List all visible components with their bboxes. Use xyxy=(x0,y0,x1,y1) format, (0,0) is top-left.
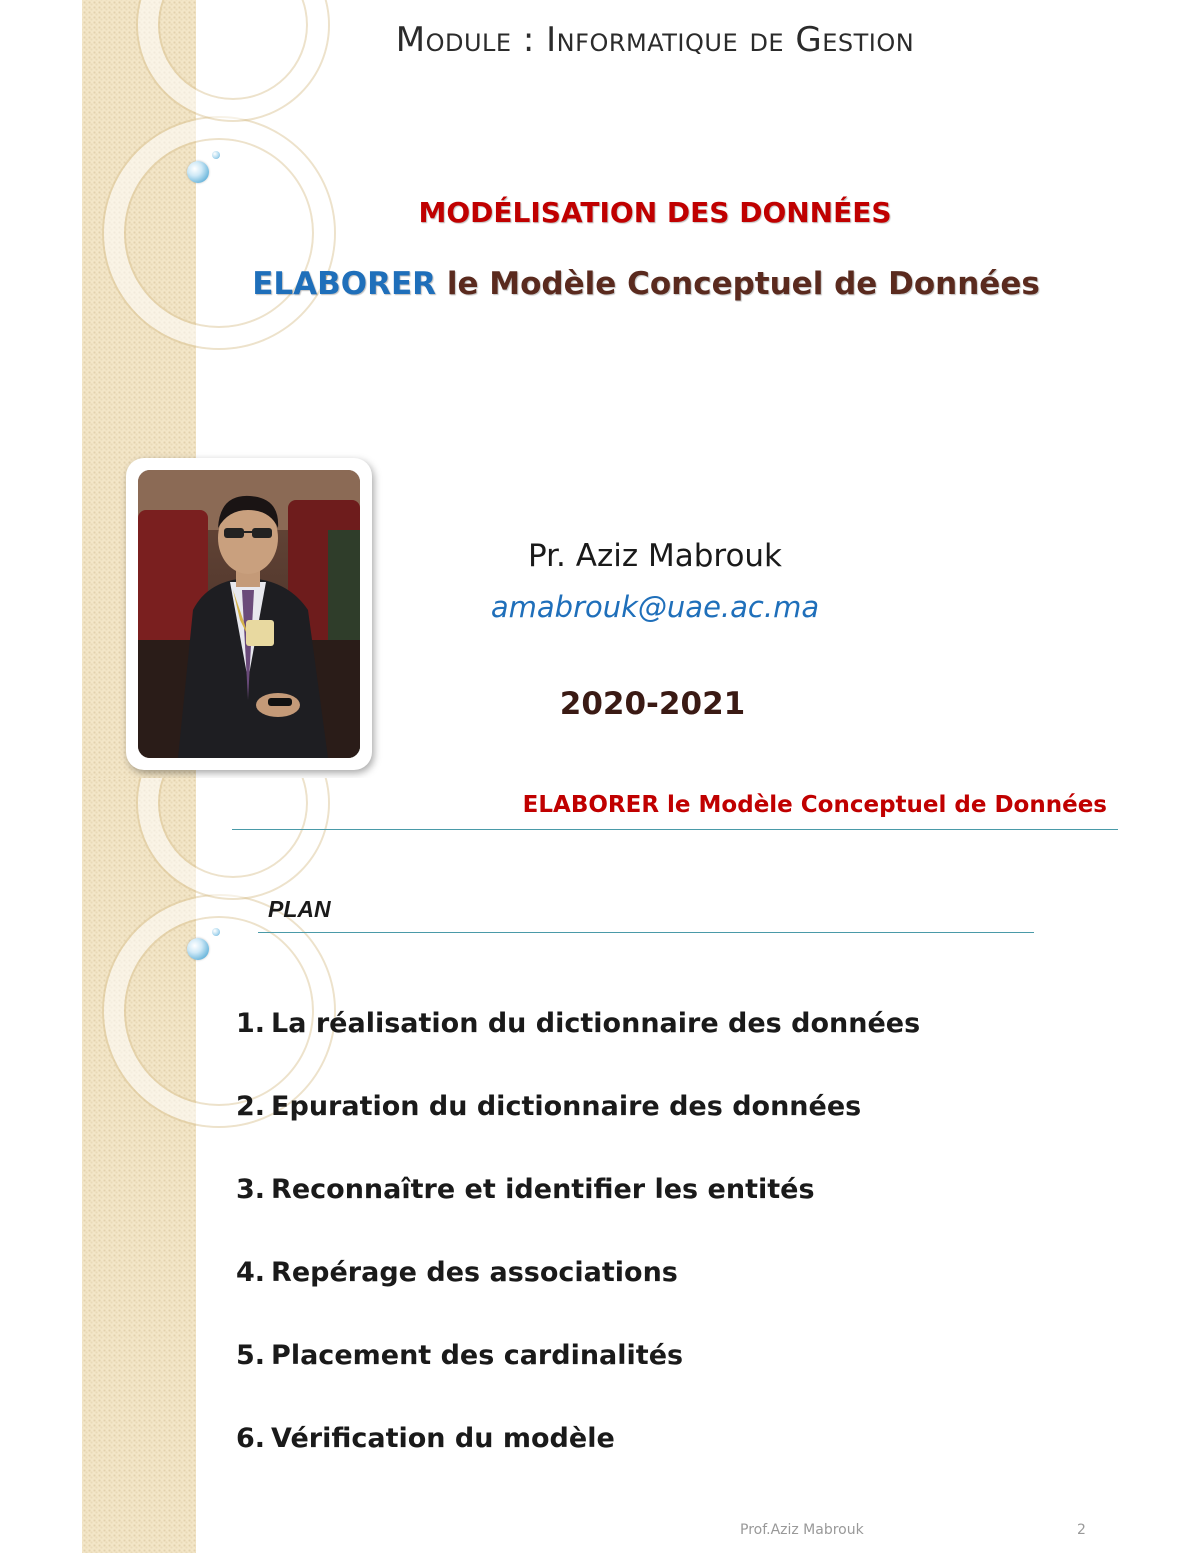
plan-item-number: 3. xyxy=(236,1174,266,1205)
plan-item-number: 5. xyxy=(236,1340,266,1371)
plan-item xyxy=(236,1336,920,1419)
plan-divider xyxy=(258,932,1034,933)
plan-item xyxy=(236,1087,920,1170)
author-email[interactable]: amabrouk@uae.ac.ma xyxy=(490,590,820,624)
plan-item xyxy=(236,1253,920,1336)
footer-author: Prof.Aziz Mabrouk xyxy=(740,1522,864,1538)
header-divider xyxy=(232,829,1118,830)
bubble-icon xyxy=(212,928,220,936)
slide-heading xyxy=(0,266,1200,302)
plan-item-number: 1. xyxy=(236,1008,266,1039)
bubble-icon xyxy=(187,161,209,183)
heading-rest: le Modèle Conceptuel de Données xyxy=(436,266,1040,302)
plan-item xyxy=(236,1419,920,1502)
plan-item-number: 4. xyxy=(236,1257,266,1288)
page-number: 2 xyxy=(1077,1522,1086,1538)
slide-subtitle: MODÉLISATION DES DONNÉES xyxy=(418,196,892,229)
bubble-icon xyxy=(212,151,220,159)
plan-item-number: 2. xyxy=(236,1091,266,1122)
plan-item-number: 6. xyxy=(236,1423,266,1454)
plan-item-text: Placement des cardinalités xyxy=(271,1340,684,1371)
plan-item-text: Reconnaître et identifier les entités xyxy=(271,1174,815,1205)
plan-slide xyxy=(0,778,1200,1553)
decorative-stripe xyxy=(82,778,196,1553)
academic-year: 2020-2021 xyxy=(559,686,746,722)
plan-list xyxy=(236,1004,920,1502)
plan-item xyxy=(236,1004,920,1087)
plan-item-text: La réalisation du dictionnaire des données xyxy=(271,1008,921,1039)
plan-title: PLAN xyxy=(268,896,331,922)
plan-item xyxy=(236,1170,920,1253)
heading-highlight: ELABORER xyxy=(252,266,437,302)
author-name: Pr. Aziz Mabrouk xyxy=(527,538,783,574)
module-title: Module : Informatique de Gestion xyxy=(395,20,915,60)
plan-item-text: Vérification du modèle xyxy=(271,1423,615,1454)
slide-header: ELABORER le Modèle Conceptuel de Données xyxy=(522,792,1107,818)
plan-item-text: Epuration du dictionnaire des données xyxy=(271,1091,862,1122)
plan-item-text: Repérage des associations xyxy=(271,1257,678,1288)
bubble-icon xyxy=(187,938,209,960)
